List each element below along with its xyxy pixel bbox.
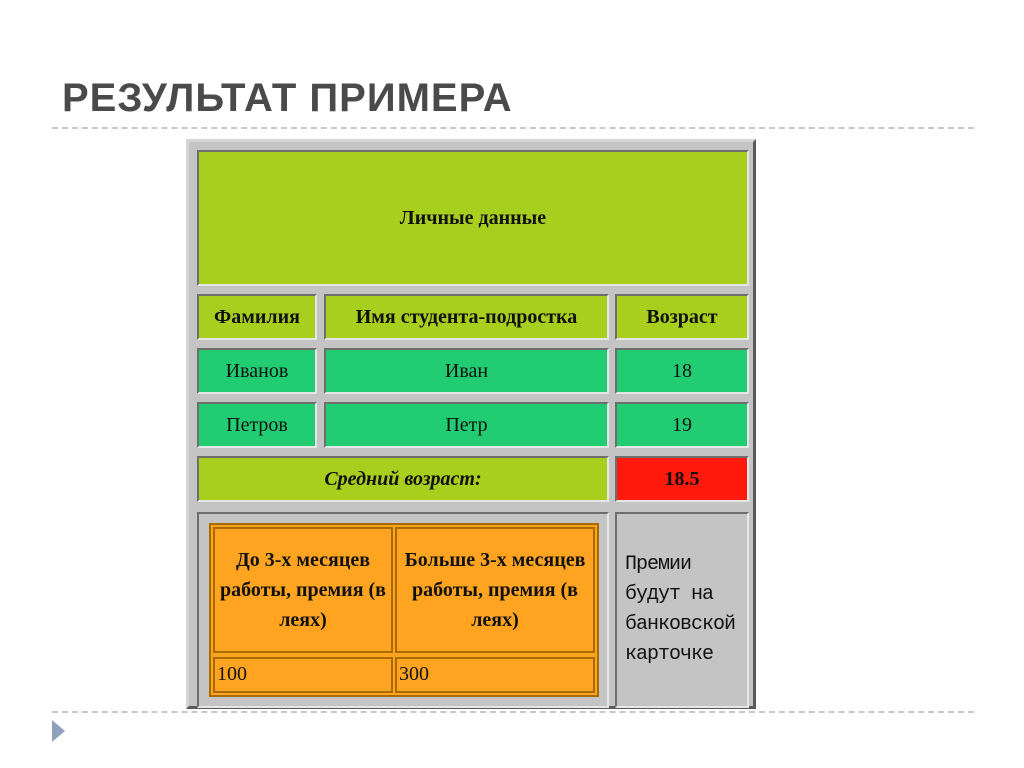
table-row-1-surname: Иванов bbox=[197, 348, 317, 394]
table-row-1-name: Иван bbox=[324, 348, 609, 394]
header-name: Имя студента-подростка bbox=[324, 294, 609, 340]
bonus-table bbox=[209, 523, 599, 697]
bonus-table-cell bbox=[197, 512, 609, 708]
table-row-1-age: 18 bbox=[615, 348, 749, 394]
bonus-note: Премии будут на банковской карточке bbox=[615, 512, 749, 708]
title-divider bbox=[52, 127, 974, 129]
table-caption-cell bbox=[197, 150, 749, 286]
footer-divider bbox=[52, 711, 974, 713]
average-age-label: Средний возраст: bbox=[197, 456, 609, 502]
bonus-header-short: До 3-х месяцев работы, премия (в леях) bbox=[213, 527, 393, 653]
table-row-2-age: 19 bbox=[615, 402, 749, 448]
slide-title: РЕЗУЛЬТАТ ПРИМЕРА bbox=[62, 76, 513, 120]
play-arrow-icon bbox=[52, 720, 65, 742]
table-row-2-name: Петр bbox=[324, 402, 609, 448]
student-data-table bbox=[186, 139, 756, 709]
table-row-2-surname: Петров bbox=[197, 402, 317, 448]
bonus-value-long: 300 bbox=[395, 657, 595, 693]
bonus-header-long: Больше 3-х месяцев работы, премия (в леях) bbox=[395, 527, 595, 653]
bonus-value-short: 100 bbox=[213, 657, 393, 693]
average-age-value: 18.5 bbox=[615, 456, 749, 502]
header-surname: Фамилия bbox=[197, 294, 317, 340]
header-age: Возраст bbox=[615, 294, 749, 340]
table-caption: Личные данные bbox=[399, 206, 547, 229]
